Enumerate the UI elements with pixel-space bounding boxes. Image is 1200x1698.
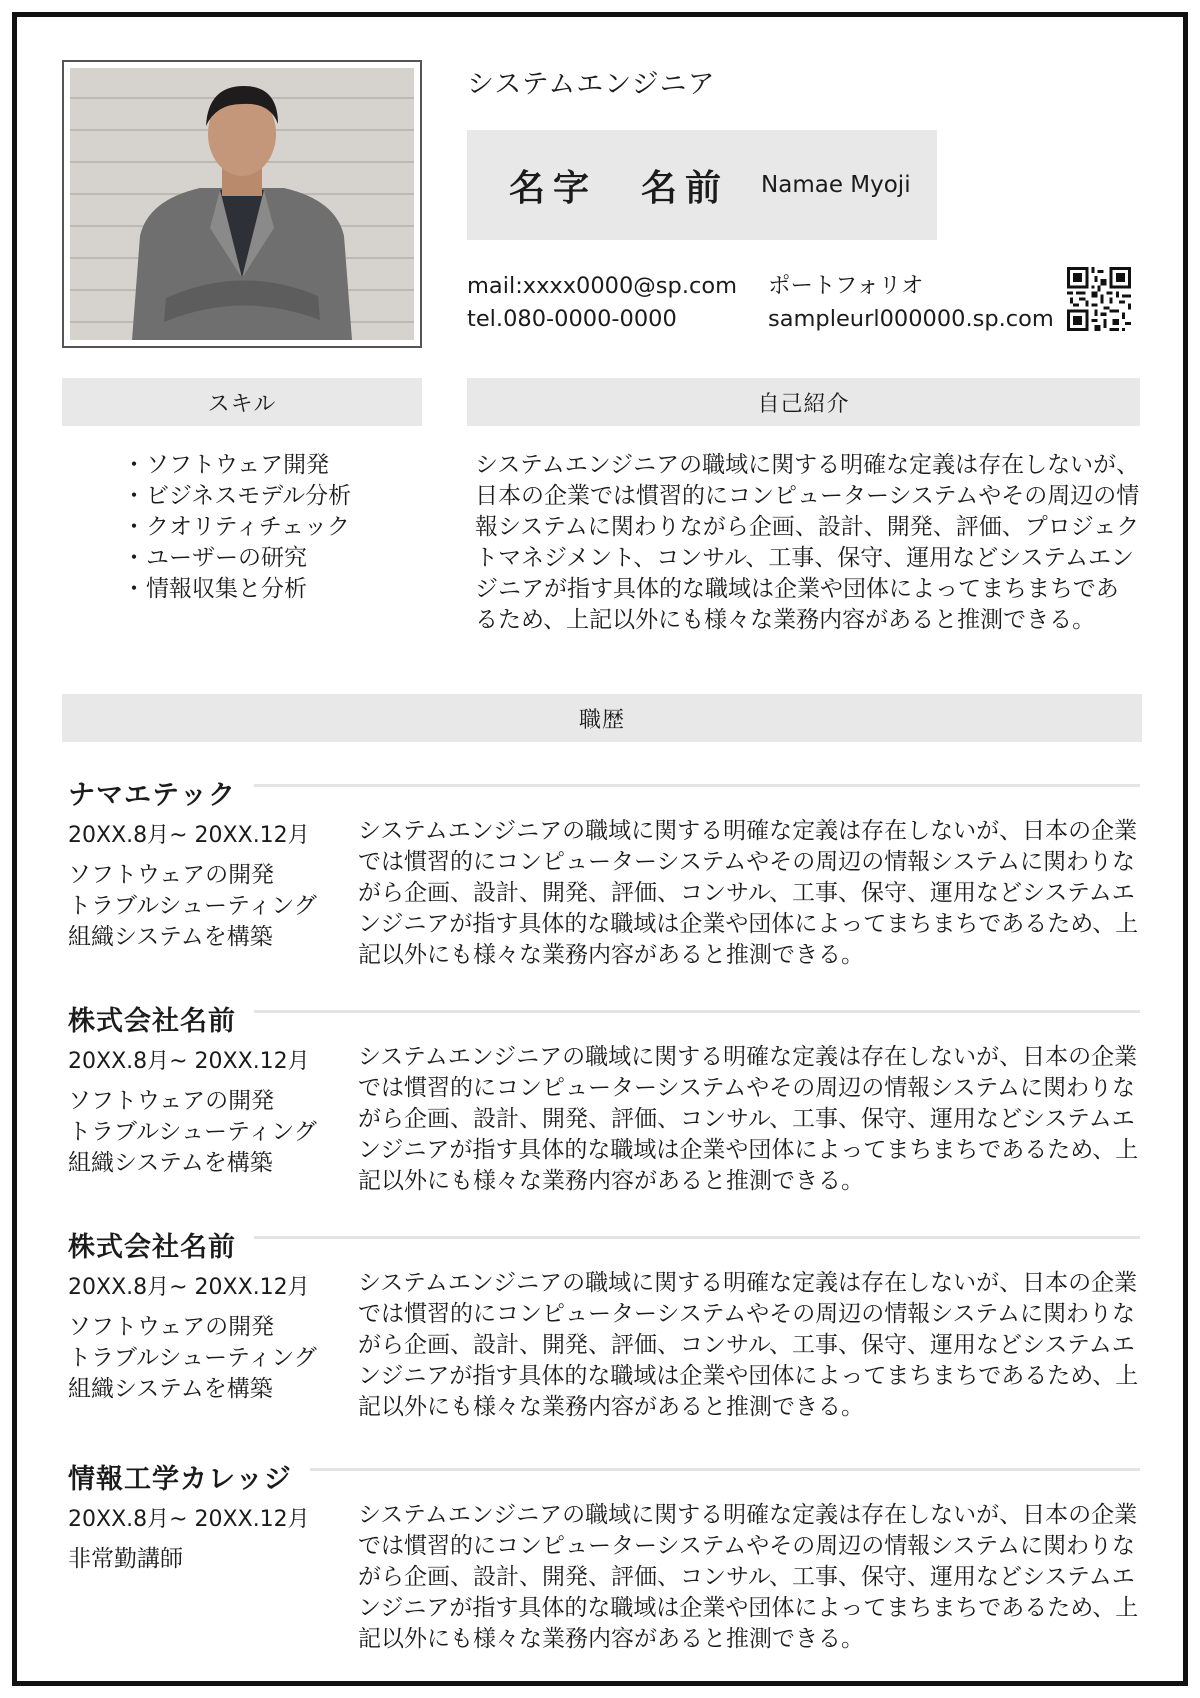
divider — [254, 1236, 1140, 1239]
role-item: ソフトウェアの開発 — [68, 1314, 275, 1340]
college-name: 情報工学カレッジ — [68, 1463, 292, 1495]
portrait-image — [70, 68, 414, 340]
employment-period: 20XX.8月~ 20XX.12月 — [68, 1275, 310, 1300]
name-romaji: Namae Myoji — [761, 172, 911, 198]
name-box — [467, 130, 937, 240]
skill-item: ・ソフトウェア開発 — [122, 452, 330, 478]
employment-period: 20XX.8月~ 20XX.12月 — [68, 1049, 310, 1074]
skill-item: ・情報収集と分析 — [122, 576, 307, 602]
portfolio-label: ポートフォリオ — [768, 273, 924, 299]
role-list — [68, 1086, 317, 1179]
job-description: システムエンジニアの職域に関する明確な定義は存在しないが、日本の企業では慣習的にコンピューターシステムやその周辺の情報システムに関わりながら企画、設計、開発、評価、コンサル、工事、保守、運用などシステムエンジニアが指す具体的な職域は企業や団体によってまちまちであるため、上記以外にも様々な業務内容があると推測できる。 — [358, 1044, 1139, 1194]
career-entry — [68, 1456, 1140, 1676]
role-item: 組織システムを構築 — [68, 1150, 273, 1176]
company-name: 株式会社名前 — [68, 1005, 236, 1037]
skills-list — [122, 450, 351, 605]
employment-period: 20XX.8月~ 20XX.12月 — [68, 1507, 310, 1532]
self-introduction-text: システムエンジニアの職域に関する明確な定義は存在しないが、日本の企業では慣習的にコンピューターシステムやその周辺の情報システムに関わりながら企画、設計、開発、評価、プロジェクトマネジメント、コンサル、工事、保守、運用などシステムエンジニアが指す具体的な職域は企業や団体によってまちまちであるため、上記以外にも様々な業務内容があると推測できる。 — [475, 452, 1140, 633]
profile-photo — [62, 60, 422, 348]
employment-period: 20XX.8月~ 20XX.12月 — [68, 823, 310, 848]
career-section-header: 職歴 — [62, 694, 1142, 742]
role-item: 非常勤講師 — [68, 1546, 183, 1572]
skills-section-header: スキル — [62, 378, 422, 426]
company-name: ナマエテック — [68, 779, 236, 811]
portfolio-url[interactable]: sampleurl000000.sp.com — [768, 306, 1054, 332]
company-name: 株式会社名前 — [68, 1231, 236, 1263]
role-item: 組織システムを構築 — [68, 1376, 273, 1402]
career-entry — [68, 1224, 1140, 1444]
career-entry — [68, 998, 1140, 1218]
divider — [254, 1010, 1140, 1013]
skill-item: ・ユーザーの研究 — [122, 545, 307, 571]
email-text[interactable]: mail:xxxx0000@sp.com — [467, 273, 738, 299]
job-description: システムエンジニアの職域に関する明確な定義は存在しないが、日本の企業では慣習的にコンピューターシステムやその周辺の情報システムに関わりながら企画、設計、開発、評価、コンサル、工事、保守、運用などシステムエンジニアが指す具体的な職域は企業や団体によってまちまちであるため、上記以外にも様々な業務内容があると推測できる。 — [358, 818, 1139, 968]
role-item: ソフトウェアの開発 — [68, 1088, 275, 1114]
name-japanese: 名字 名前 — [509, 167, 730, 209]
job-title: システムエンジニア — [467, 69, 716, 100]
job-description: システムエンジニアの職域に関する明確な定義は存在しないが、日本の企業では慣習的にコンピューターシステムやその周辺の情報システムに関わりながら企画、設計、開発、評価、コンサル、工事、保守、運用などシステムエンジニアが指す具体的な職域は企業や団体によってまちまちであるため、上記以外にも様々な業務内容があると推測できる。 — [358, 1270, 1139, 1420]
intro-section-header: 自己紹介 — [467, 378, 1140, 426]
role-list — [68, 1312, 317, 1405]
portfolio-info — [768, 270, 1054, 336]
role-item: トラブルシューティング — [68, 893, 317, 919]
role-item: トラブルシューティング — [68, 1119, 317, 1145]
skill-item: ・クオリティチェック — [122, 514, 351, 540]
job-description: システムエンジニアの職域に関する明確な定義は存在しないが、日本の企業では慣習的にコンピューターシステムやその周辺の情報システムに関わりながら企画、設計、開発、評価、コンサル、工事、保守、運用などシステムエンジニアが指す具体的な職域は企業や団体によってまちまちであるため、上記以外にも様々な業務内容があると推測できる。 — [358, 1502, 1139, 1652]
role-item: 組織システムを構築 — [68, 924, 273, 950]
qr-code-icon — [1067, 267, 1131, 331]
phone-text[interactable]: tel.080-0000-0000 — [467, 306, 677, 332]
role-list — [68, 1544, 183, 1575]
contact-info — [467, 270, 737, 336]
role-item: ソフトウェアの開発 — [68, 862, 275, 888]
divider — [310, 1468, 1140, 1471]
skill-item: ・ビジネスモデル分析 — [122, 483, 352, 509]
divider — [254, 784, 1140, 787]
career-entry — [68, 772, 1140, 992]
role-item: トラブルシューティング — [68, 1345, 317, 1371]
role-list — [68, 860, 317, 953]
